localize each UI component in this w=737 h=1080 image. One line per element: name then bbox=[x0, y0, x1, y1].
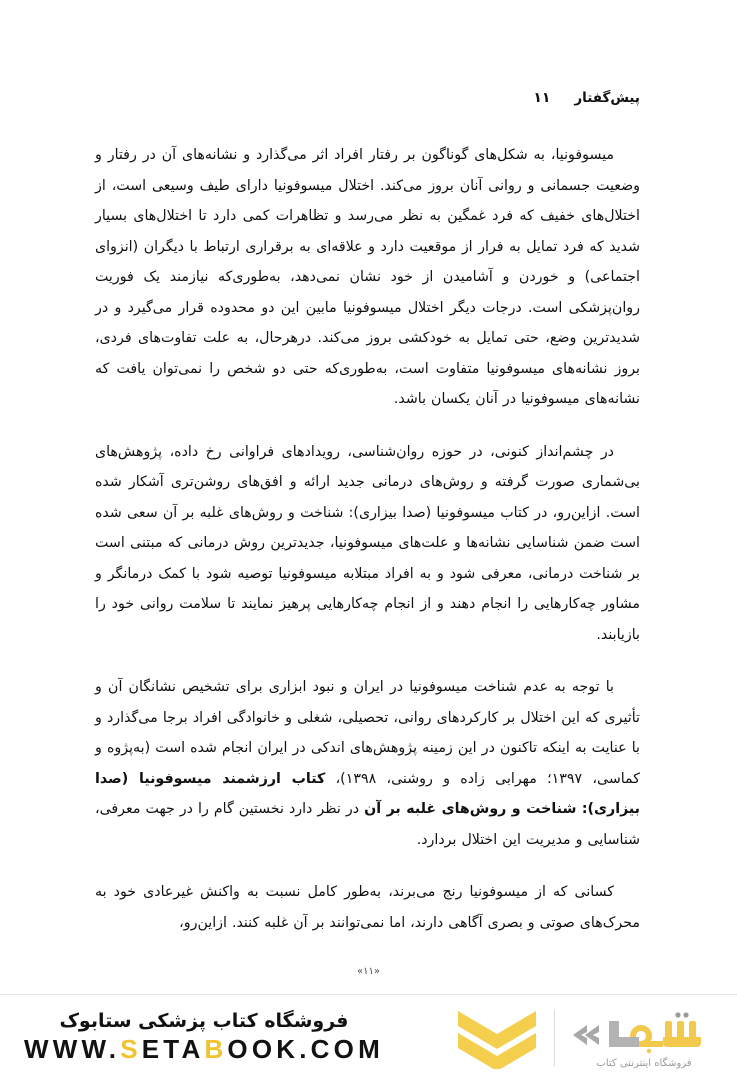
paragraph-3-segment-tail: در نظر دارد نخستین گام را در جهت معرفی، شناسایی و مدیریت این اختلال بردارد. bbox=[95, 801, 640, 848]
url-part-b: B bbox=[204, 1034, 228, 1065]
footer-banner bbox=[0, 994, 737, 1080]
paragraph-3-segment-lead: با توجه به عدم شناخت میسوفونیا در ایران و نبود ابزاری برای تشخیص نشانگان آن و تأثیری که این اختلال بر کارکردهای روانی، تحصیلی، شغلی و خانوادگی افراد برجا می‌گذارد و با عنایت به اینکه تاکنون در این زمینه پژوهش‌های اندکی در ایران انجام شده است (به‌پژوه و کماسی، ۱۳۹۷؛ مهرابی زاده و روشنی، ۱۳۹۸)، bbox=[95, 679, 641, 787]
footer-website-url[interactable] bbox=[24, 1035, 384, 1065]
logo-tagline: فروشگاه اینترنتی کتاب bbox=[596, 1057, 692, 1069]
footer-branding bbox=[24, 1010, 384, 1066]
footer-shop-name: فروشگاه کتاب پزشکی ستابوک bbox=[59, 1009, 349, 1032]
paragraph-3-book-title: کتاب ارزشمند میسوفونیا (صدا بیزاری): شناخت و روش‌های غلبه بر آن bbox=[95, 770, 641, 817]
url-part-s: S bbox=[120, 1034, 142, 1065]
url-part-eta: ETA bbox=[141, 1034, 205, 1065]
body-text-column bbox=[95, 140, 640, 938]
logo-divider bbox=[554, 1010, 555, 1066]
url-part-www: WWW. bbox=[24, 1034, 121, 1065]
page-marker: «۱۱» bbox=[357, 966, 380, 977]
paragraph-2: در چشم‌انداز کنونی، در حوزه روان‌شناسی، رویدادهای فراوانی رخ داده، پژوهش‌های بی‌شماری صورت گرفته و روش‌های درمانی جدید ارائه و افق‌های روشن‌تری آشکار شده است. ازاین‌رو، در کتاب میسوفونیا (صدا بیزاری): شناخت و روش‌های غلبه بر آن سعی شده است ضمن شناسایی نشانه‌ها و علت‌های میسوفونیا، جدیدترین روش درمانی که مبتنی است بر شناخت درمانی، معرفی شود و به افراد مبتلابه میسوفونیا توصیه شود با کمک درمانگر و مشاور چه‌کارهایی را انجام دهند و از انجام چه‌کارهایی پرهیز نمایند تا سلامت روانی خود را بازیابند. bbox=[95, 443, 640, 643]
paragraph-1: میسوفونیا، به شکل‌های گوناگون بر رفتار افراد اثر می‌گذارد و نشانه‌های آن در رفتار و وضعیت جسمانی و روانی آنان بروز می‌کند. اختلال میسوفونیا دارای طیف وسیعی است، از اختلال‌های خفیف که فرد غمگین به نظر می‌رسد و تظاهرات کمی دارد تا اختلال‌های بسیار شدید که فرد تمایل به فرار از موقعیت دارد و علاقه‌ای به برقراری ارتباط با دیگران (انزوای اجتماعی) و خوردن و آشامیدن از خود نشان نمی‌دهد، به‌طوری‌که نیازمند یک فوریت روان‌پزشکی است. درجات دیگر اختلال میسوفونیا مابین این دو محدوده قرار می‌گیرد و در شدیدترین وضع، حتی تمایل به خودکشی بروز می‌کند. درهرحال، به علت تفاوت‌های فردی، بروز نشانه‌های میسوفونیا متفاوت است، به‌طوری‌که حتی دو شخص را نمی‌توان یافت که نشانه‌های میسوفونیا در آنان یکسان باشد. bbox=[95, 147, 640, 407]
paragraph-4: کسانی که از میسوفونیا رنج می‌برند، به‌طور کامل نسبت به واکنش غیرعادی خود به محرک‌های صوتی و بصری آگاهی دارند، اما نمی‌توانند بر آن غلبه کنند. ازاین‌رو، bbox=[95, 884, 640, 931]
setabook-logo bbox=[569, 1007, 719, 1069]
logo-wordmark-glyphs bbox=[569, 1007, 719, 1056]
running-header-page-number: ۱۱ bbox=[533, 90, 551, 106]
url-part-ook-com: OOK.COM bbox=[227, 1034, 384, 1065]
running-header-chapter: پیش‌گفتار bbox=[574, 90, 640, 106]
running-header bbox=[0, 90, 737, 116]
paragraph-3 bbox=[95, 672, 640, 855]
double-chevron-down-icon bbox=[454, 1007, 540, 1069]
footer-logo-group[interactable] bbox=[454, 1007, 719, 1069]
